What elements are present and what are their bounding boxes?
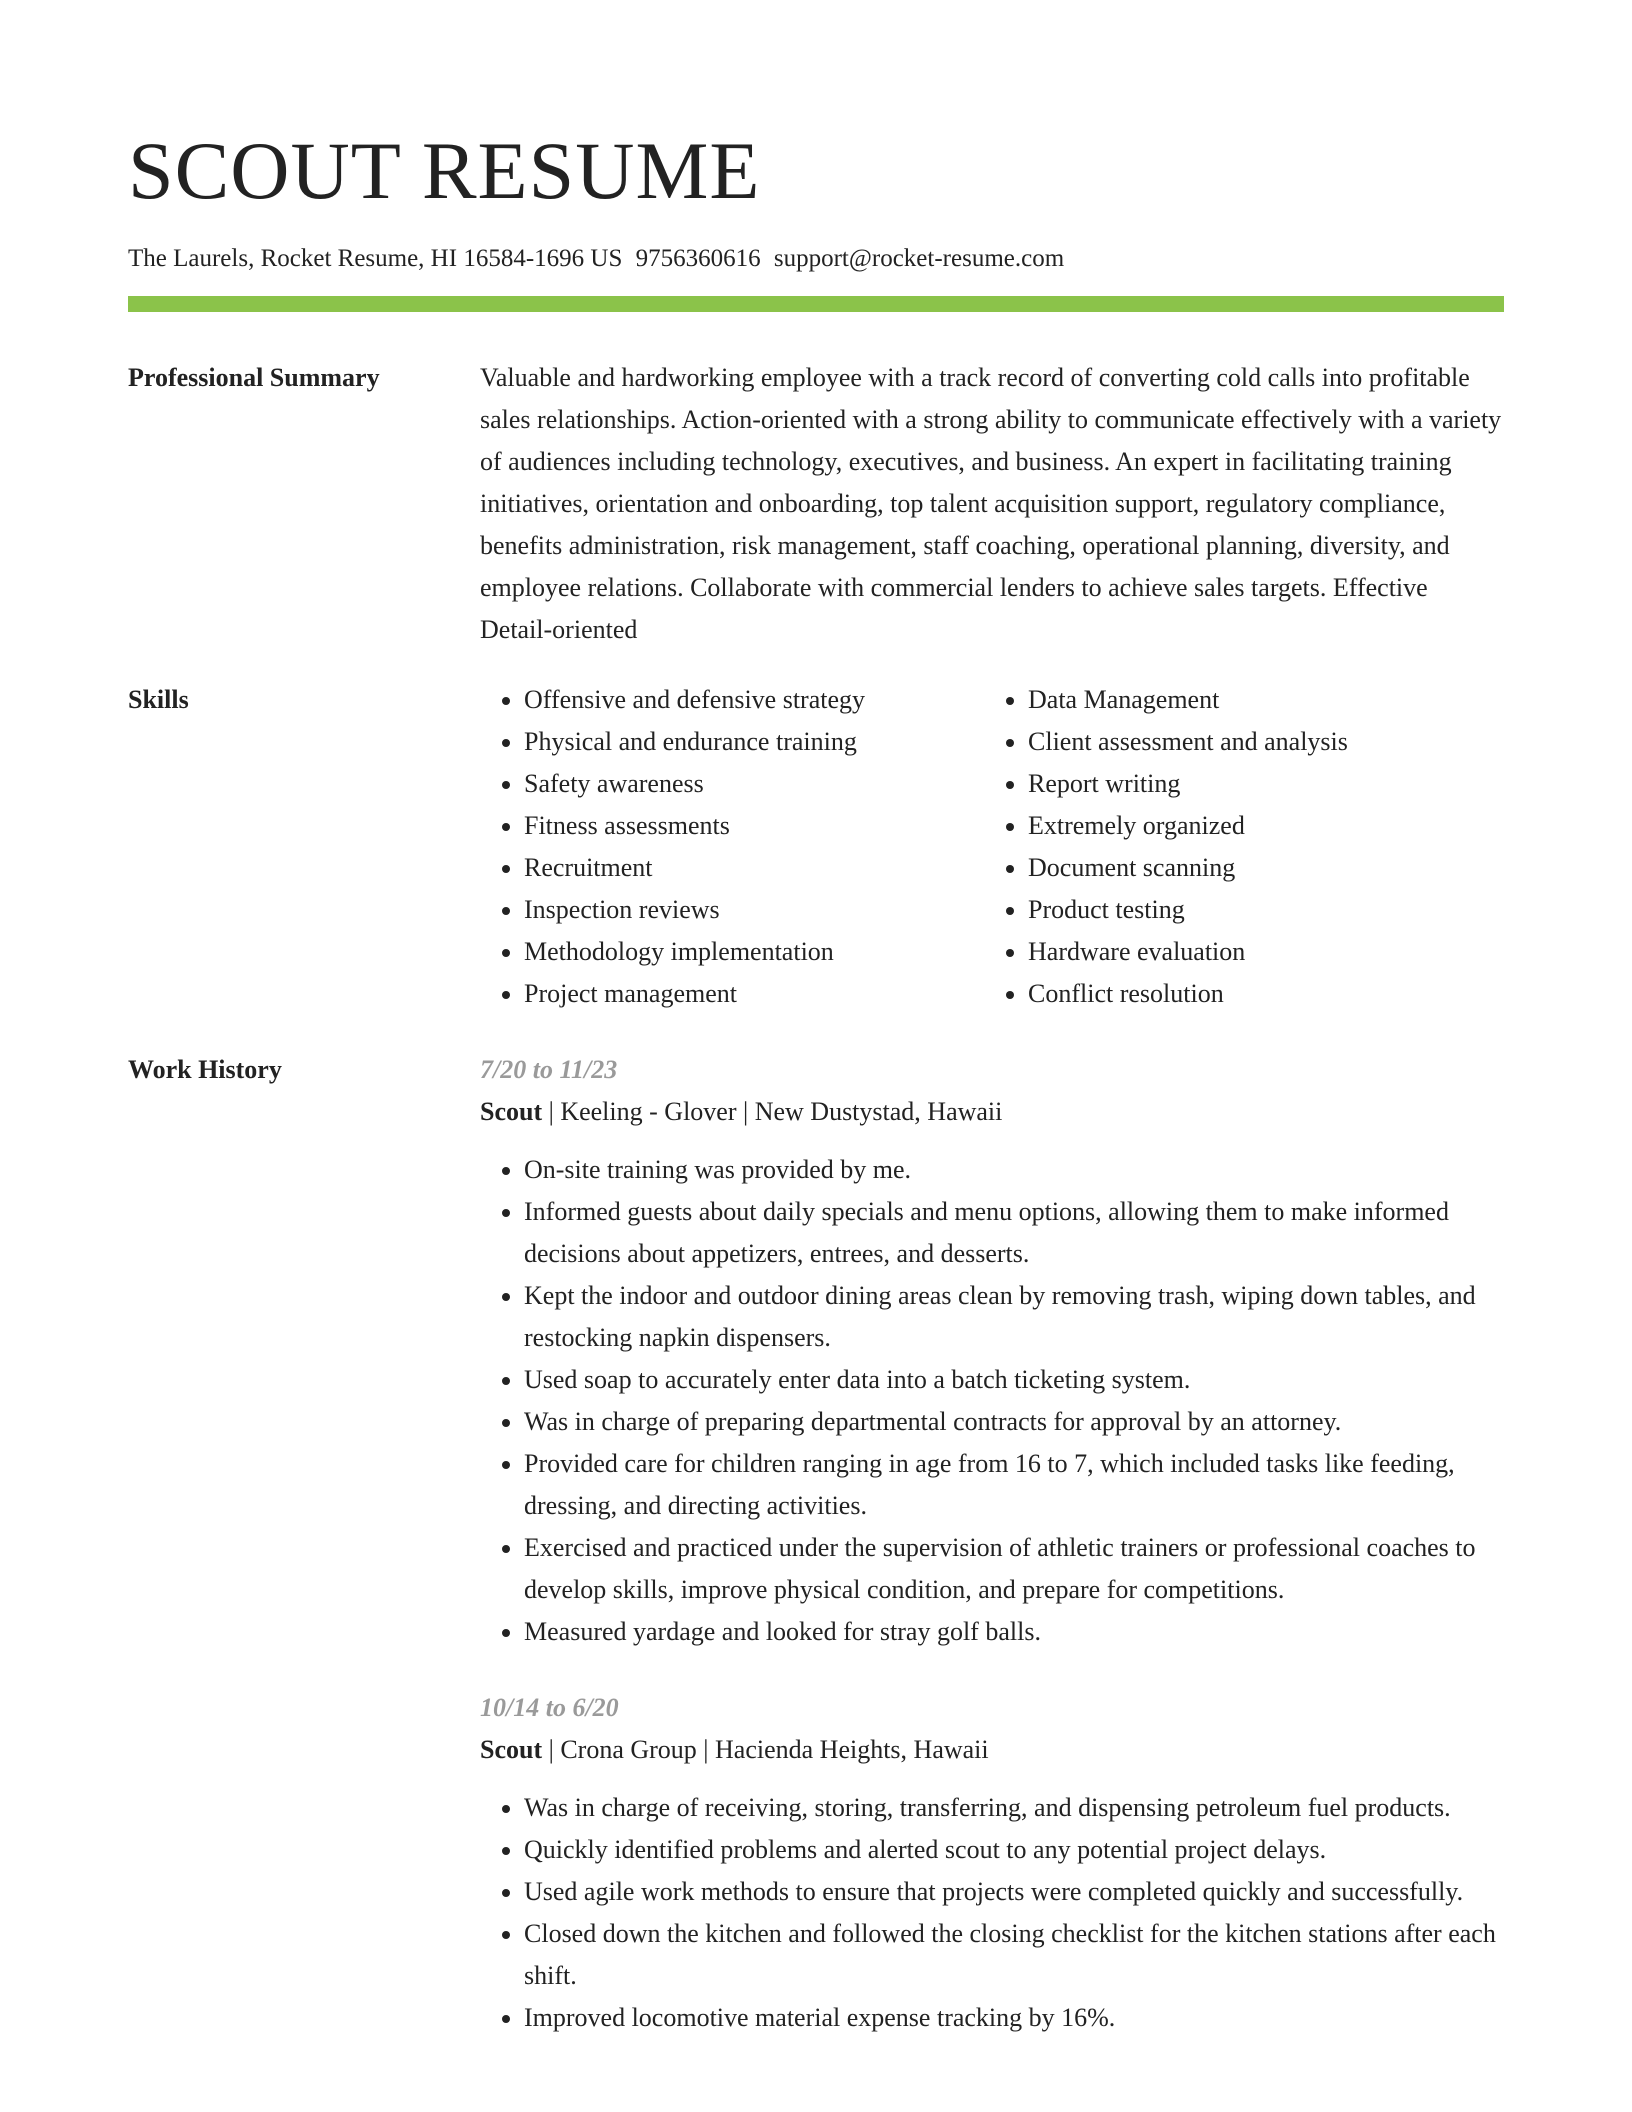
contact-email: support@rocket-resume.com <box>773 245 1065 272</box>
header-accent-rule <box>128 296 1504 312</box>
skill-item: • Safety awareness <box>524 763 984 805</box>
section-label-skills: Skills <box>128 685 189 714</box>
skills-list-column-1 <box>480 679 984 1015</box>
job-title-line <box>480 1091 1504 1133</box>
skills-section <box>128 685 1504 1015</box>
section-label-summary: Professional Summary <box>128 363 380 392</box>
skill-item: • Project management <box>524 973 984 1015</box>
skills-body <box>480 679 1504 1015</box>
job-bullet: • On-site training was provided by me. <box>524 1149 1504 1191</box>
job-company-location: | Keeling - Glover | New Dustystad, Hawaii <box>542 1097 1003 1126</box>
job-bullet: • Kept the indoor and outdoor dining areas clean by removing trash, wiping down tables, and restocking napkin dispensers. <box>524 1275 1504 1359</box>
job-dates: 7/20 to 11/23 <box>480 1055 618 1084</box>
work-history-body <box>480 1049 1504 2039</box>
skill-item: • Extremely organized <box>1028 805 1488 847</box>
job-title-line <box>480 1729 1504 1771</box>
resume-header <box>128 125 1504 312</box>
job-dates: 10/14 to 6/20 <box>480 1693 619 1722</box>
skill-item: • Document scanning <box>1028 847 1488 889</box>
job-bullet: • Used soap to accurately enter data into a batch ticketing system. <box>524 1359 1504 1401</box>
skill-item: • Data Management <box>1028 679 1488 721</box>
resume-page <box>128 118 1504 2039</box>
skill-item: • Recruitment <box>524 847 984 889</box>
summary-body <box>480 357 1504 651</box>
skill-item: • Physical and endurance training <box>524 721 984 763</box>
job-bullet: • Quickly identified problems and alerted scout to any potential project delays. <box>524 1829 1504 1871</box>
job-bullet: • Closed down the kitchen and followed the closing checklist for the kitchen stations after each shift. <box>524 1913 1504 1997</box>
contact-phone: 9756360616 <box>635 245 761 272</box>
job-bullet: • Improved locomotive material expense tracking by 16%. <box>524 1997 1504 2039</box>
skill-item: • Client assessment and analysis <box>1028 721 1488 763</box>
professional-summary-section <box>128 363 1504 651</box>
contact-line <box>128 242 1504 276</box>
skill-item: • Fitness assessments <box>524 805 984 847</box>
job-title: Scout <box>480 1735 543 1764</box>
candidate-name: SCOUT RESUME <box>128 125 761 216</box>
section-label-work-history: Work History <box>128 1055 282 1084</box>
contact-address: The Laurels, Rocket Resume, HI 16584-1696 US <box>128 245 623 272</box>
work-history-section <box>128 1055 1504 2039</box>
skill-item: • Hardware evaluation <box>1028 931 1488 973</box>
job-title: Scout <box>480 1097 543 1126</box>
job-bullet: • Measured yardage and looked for stray golf balls. <box>524 1611 1504 1653</box>
job-bullet: • Used agile work methods to ensure that projects were completed quickly and successfully. <box>524 1871 1504 1913</box>
job-bullet: • Informed guests about daily specials and menu options, allowing them to make informed decisions about appetizers, entrees, and desserts. <box>524 1191 1504 1275</box>
job-company-location: | Crona Group | Hacienda Heights, Hawaii <box>542 1735 989 1764</box>
job-entry <box>480 1049 1504 1653</box>
job-entry <box>480 1687 1504 2039</box>
skills-list-column-2 <box>984 679 1488 1015</box>
skills-columns <box>480 679 1504 1015</box>
skill-item: • Offensive and defensive strategy <box>524 679 984 721</box>
skill-item: • Product testing <box>1028 889 1488 931</box>
skill-item: • Report writing <box>1028 763 1488 805</box>
skill-item: • Inspection reviews <box>524 889 984 931</box>
skill-item: • Conflict resolution <box>1028 973 1488 1015</box>
job-bullet: • Provided care for children ranging in age from 16 to 7, which included tasks like feeding, dressing, and directing activities. <box>524 1443 1504 1527</box>
skill-item: • Methodology implementation <box>524 931 984 973</box>
job-bullet: • Was in charge of receiving, storing, transferring, and dispensing petroleum fuel products. <box>524 1787 1504 1829</box>
job-bullet-list <box>480 1149 1504 1653</box>
job-bullet: • Was in charge of preparing departmental contracts for approval by an attorney. <box>524 1401 1504 1443</box>
job-bullet: • Exercised and practiced under the supervision of athletic trainers or professional coaches to develop skills, improve physical condition, and prepare for competitions. <box>524 1527 1504 1611</box>
job-bullet-list <box>480 1787 1504 2039</box>
summary-text: Valuable and hardworking employee with a track record of converting cold calls into profitable sales relationships. Action-oriented with a strong ability to communicate effectively with a variety of audiences including technology, executives, and business. An expert in facilitating training initiatives, orientation and onboarding, top talent acquisition support, regulatory compliance, benefits administration, risk management, staff coaching, operational planning, diversity, and employee relations. Collaborate with commercial lenders to achieve sales targets. Effective Detail-oriented <box>480 363 1502 644</box>
